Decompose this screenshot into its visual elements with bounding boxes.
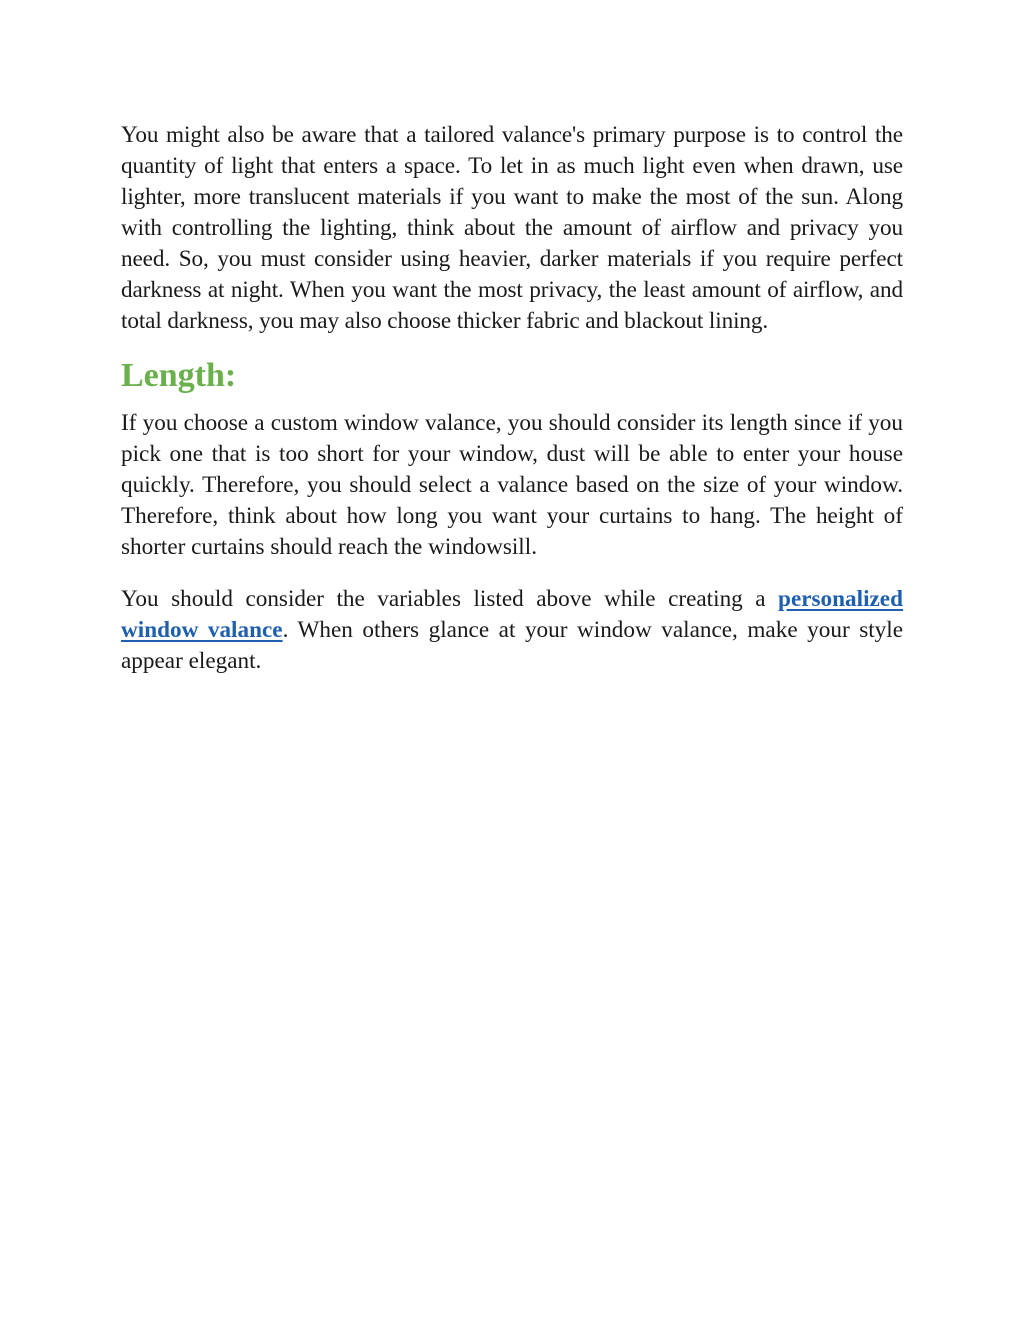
intro-paragraph: You might also be aware that a tailored valance's primary purpose is to control the quantity of light that enters a space. To let in as much light even when drawn, use lighter, more translucent materials if you want to make the most of the sun. Along with controlling the lighting, think about the amount of airflow and privacy you need. So, you must consider using heavier, darker materials if you require perfect darkness at night. When you want the most privacy, the least amount of airflow, and total darkness, you may also choose thicker fabric and blackout lining. xyxy=(121,122,903,334)
length-heading: Length: xyxy=(121,357,237,394)
length-paragraph: If you choose a custom window valance, you should consider its length since if you pick one that is too short for your window, dust will be able to enter your house quickly. Therefore, you should select a valance based on the size of your window. Therefore, think about how long you want your curtains to hang. The height of shorter curtains should reach the windowsill. xyxy=(121,410,903,560)
closing-text-before: You should consider the variables listed above while creating a xyxy=(121,586,779,612)
personalized-window-valance-link[interactable]: personalized window valance xyxy=(121,586,903,643)
closing-text-after: . When others glance at your window valance, make your style appear elegant. xyxy=(121,617,904,674)
document-page xyxy=(121,120,903,677)
closing-paragraph xyxy=(121,584,903,677)
